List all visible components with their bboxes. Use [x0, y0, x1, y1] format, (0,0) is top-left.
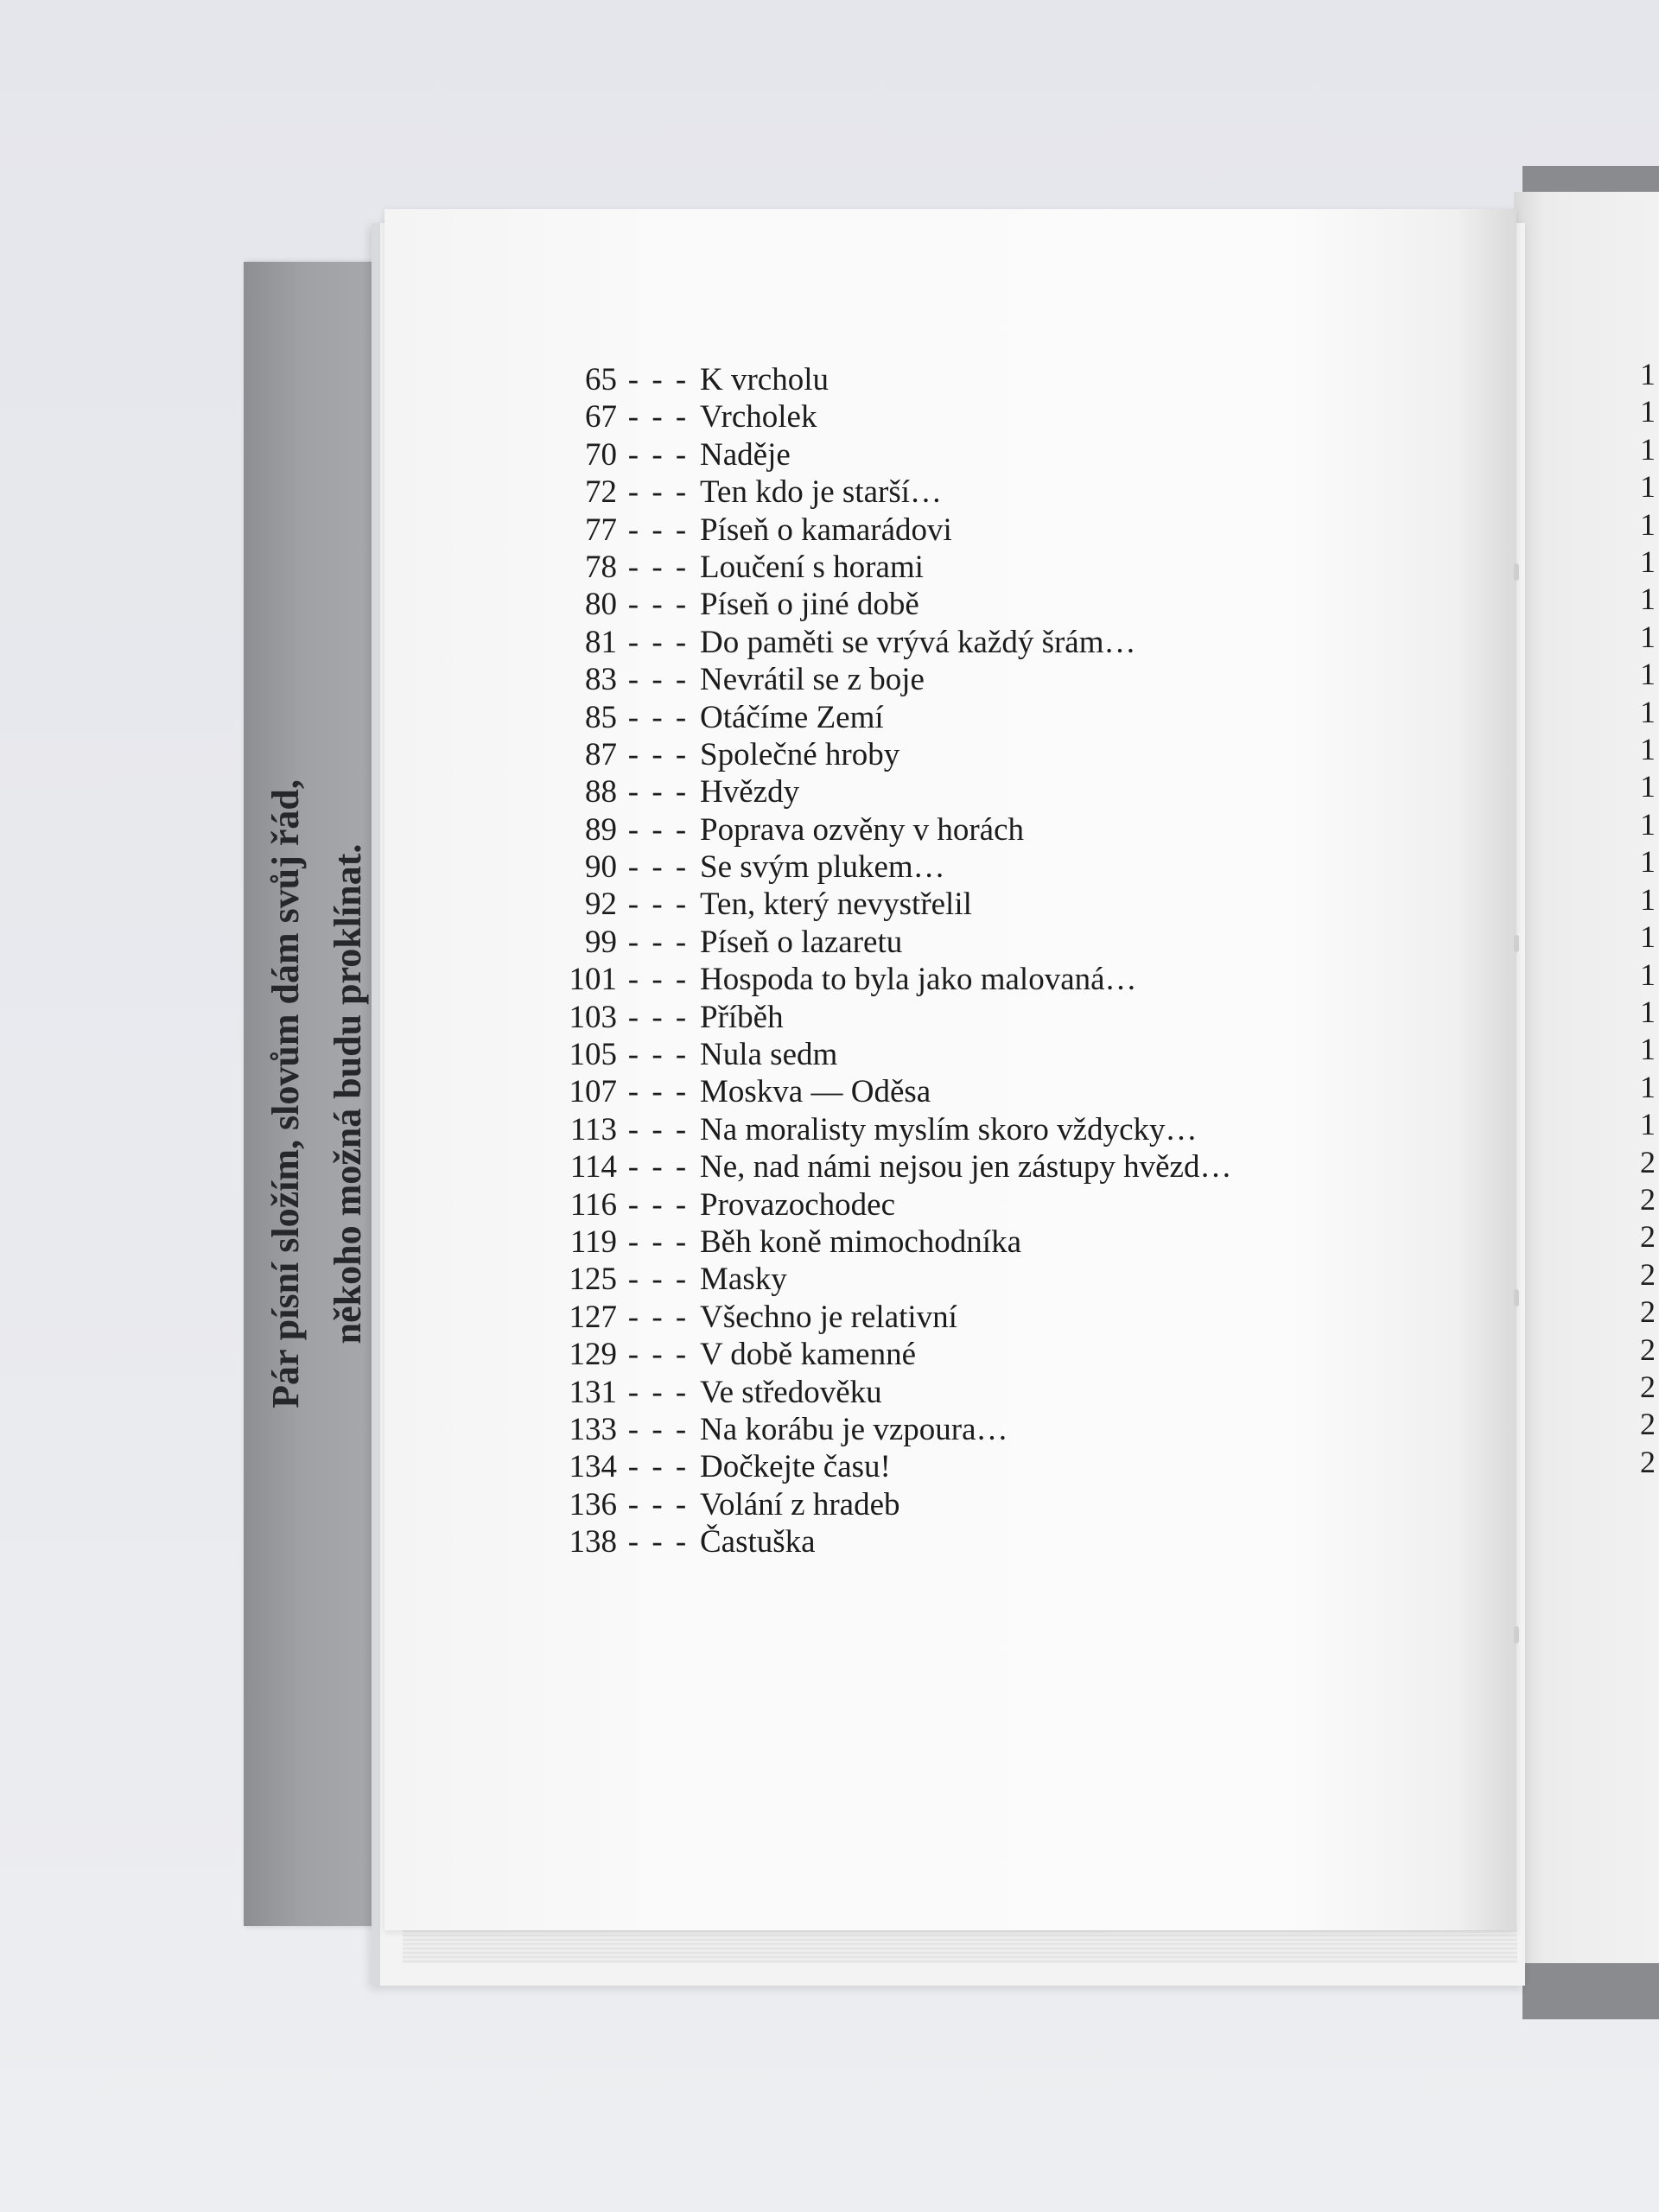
toc-entry — [544, 1523, 1391, 1560]
toc-separator: - - - — [627, 474, 690, 511]
toc-title: Na moralisty myslím skoro vždycky… — [700, 1111, 1198, 1147]
toc-title: Častuška — [700, 1524, 816, 1560]
toc-page-number: 90 — [585, 849, 617, 886]
toc-entry — [544, 1374, 1391, 1411]
spine-line-1: Pár písní složím, slovům dám svůj řád, — [264, 779, 307, 1408]
right-page-digit: 1 — [1640, 394, 1656, 429]
toc-title: Běh koně mimochodníka — [700, 1224, 1021, 1260]
toc-page-number: 77 — [585, 512, 617, 548]
toc-title: Naděje — [700, 436, 791, 473]
toc-entry — [544, 361, 1391, 398]
right-page-digit: 1 — [1640, 469, 1656, 505]
toc-page-number: 83 — [585, 662, 617, 698]
toc-page-number: 125 — [569, 1262, 617, 1298]
toc-page-number: 119 — [569, 1224, 617, 1260]
toc-page-number: 136 — [569, 1486, 617, 1522]
right-page-digit: 2 — [1640, 1407, 1656, 1442]
binding-stitch — [1514, 935, 1519, 952]
right-page-digit: 1 — [1640, 957, 1656, 992]
toc-title: Nula sedm — [700, 1037, 838, 1073]
toc-page-number: 129 — [569, 1337, 617, 1373]
toc-entry — [544, 773, 1391, 810]
toc-separator: - - - — [627, 1224, 690, 1260]
right-page-digit: 2 — [1640, 1294, 1656, 1330]
toc-separator: - - - — [627, 1299, 690, 1335]
right-page-digit: 2 — [1640, 1332, 1656, 1367]
toc-entry — [544, 1299, 1391, 1336]
toc-title: Poprava ozvěny v horách — [700, 811, 1025, 848]
toc-entry — [544, 1448, 1391, 1485]
toc-separator: - - - — [627, 362, 690, 397]
toc-title: Ten kdo je starší… — [700, 474, 942, 511]
right-page-digit: 1 — [1640, 694, 1656, 729]
toc-title: Provazochodec — [700, 1186, 896, 1223]
toc-page-number: 80 — [585, 587, 617, 623]
right-page-digit: 1 — [1640, 544, 1656, 580]
toc-title: Ten, který nevystřelil — [700, 887, 972, 923]
right-page-digit: 1 — [1640, 657, 1656, 692]
toc-title: Píseň o lazaretu — [700, 924, 903, 960]
toc-separator: - - - — [627, 436, 690, 473]
binding-stitch — [1514, 1626, 1519, 1643]
toc-page-number: 65 — [585, 362, 617, 397]
toc-entry — [544, 398, 1391, 435]
toc-entry — [544, 924, 1391, 961]
toc-separator: - - - — [627, 774, 690, 810]
toc-page-number: 107 — [569, 1074, 617, 1110]
right-page-digit: 2 — [1640, 1144, 1656, 1179]
toc-separator: - - - — [627, 1486, 690, 1522]
toc-title: Masky — [700, 1262, 787, 1298]
toc-separator: - - - — [627, 1524, 690, 1560]
toc-page-number: 87 — [585, 736, 617, 772]
toc-title: Hospoda to byla jako malovaná… — [700, 962, 1137, 998]
toc-entry — [544, 661, 1391, 698]
toc-entry — [544, 474, 1391, 511]
toc-page-number: 105 — [569, 1037, 617, 1073]
right-page-digit: 1 — [1640, 1032, 1656, 1067]
right-page-digit: 1 — [1640, 1107, 1656, 1142]
toc-title: Píseň o jiné době — [700, 587, 919, 623]
toc-separator: - - - — [627, 399, 690, 435]
toc-entry — [544, 699, 1391, 736]
toc-separator: - - - — [627, 1262, 690, 1298]
toc-separator: - - - — [627, 849, 690, 886]
binding-stitch — [1514, 1289, 1519, 1306]
page-stack-edge — [403, 1927, 1517, 1963]
toc-title: Příběh — [700, 999, 784, 1035]
toc-separator: - - - — [627, 1037, 690, 1073]
toc-entry — [544, 961, 1391, 998]
toc-separator: - - - — [627, 624, 690, 660]
toc-title: Moskva — Oděsa — [700, 1074, 931, 1110]
right-page-digit: 2 — [1640, 1219, 1656, 1255]
toc-title: Ve středověku — [700, 1374, 882, 1410]
toc-page-number: 89 — [585, 811, 617, 848]
toc-entry — [544, 624, 1391, 661]
toc-title: K vrcholu — [700, 362, 829, 397]
toc-title: Nevrátil se z boje — [700, 662, 925, 698]
toc-entry — [544, 586, 1391, 623]
toc-page-number: 72 — [585, 474, 617, 511]
toc-separator: - - - — [627, 811, 690, 848]
toc-title: Volání z hradeb — [700, 1486, 900, 1522]
toc-separator: - - - — [627, 999, 690, 1035]
toc-separator: - - - — [627, 699, 690, 735]
right-page-digit: 1 — [1640, 431, 1656, 467]
toc-entry — [544, 999, 1391, 1036]
toc-entry — [544, 1411, 1391, 1448]
toc-page-number: 114 — [569, 1149, 617, 1185]
toc-title: Ne, nad námi nejsou jen zástupy hvězd… — [700, 1149, 1232, 1185]
toc-page-number: 81 — [585, 624, 617, 660]
toc-entry — [544, 886, 1391, 923]
toc-page-number: 127 — [569, 1299, 617, 1335]
toc-page-number: 116 — [569, 1186, 617, 1223]
right-page-digit: 2 — [1640, 1369, 1656, 1404]
toc-separator: - - - — [627, 887, 690, 923]
toc-entry — [544, 549, 1391, 586]
toc-separator: - - - — [627, 924, 690, 960]
toc-page-number: 113 — [569, 1111, 617, 1147]
toc-separator: - - - — [627, 736, 690, 772]
table-of-contents — [544, 361, 1391, 1561]
toc-page-number: 131 — [569, 1374, 617, 1410]
toc-separator: - - - — [627, 1449, 690, 1485]
right-page-digit: 1 — [1640, 994, 1656, 1029]
toc-page-number: 133 — [569, 1411, 617, 1447]
toc-entry — [544, 1224, 1391, 1261]
toc-title: Do paměti se vrývá každý šrám… — [700, 624, 1136, 660]
toc-title: Loučení s horami — [700, 549, 924, 585]
right-page-digits — [1640, 356, 1659, 1481]
toc-page-number: 99 — [585, 924, 617, 960]
toc-entry — [544, 1186, 1391, 1224]
toc-separator: - - - — [627, 1411, 690, 1447]
toc-title: Dočkejte času! — [700, 1449, 891, 1485]
toc-entry — [544, 1336, 1391, 1373]
right-page-digit: 1 — [1640, 582, 1656, 617]
toc-entry — [544, 1148, 1391, 1185]
right-page-digit: 1 — [1640, 357, 1656, 391]
right-page-digit: 1 — [1640, 844, 1656, 880]
toc-entry — [544, 1111, 1391, 1148]
toc-entry — [544, 1486, 1391, 1523]
toc-separator: - - - — [627, 962, 690, 998]
right-page — [1514, 192, 1659, 1963]
toc-separator: - - - — [627, 662, 690, 698]
toc-entry — [544, 1261, 1391, 1298]
toc-page-number: 85 — [585, 699, 617, 735]
toc-entry — [544, 1073, 1391, 1110]
right-page-digit: 1 — [1640, 919, 1656, 955]
spine-text — [244, 262, 391, 1926]
toc-separator: - - - — [627, 1149, 690, 1185]
toc-page-number: 103 — [569, 999, 617, 1035]
toc-title: Píseň o kamarádovi — [700, 512, 952, 548]
toc-separator: - - - — [627, 1074, 690, 1110]
toc-page-number: 88 — [585, 774, 617, 810]
toc-title: Na korábu je vzpoura… — [700, 1411, 1008, 1447]
toc-separator: - - - — [627, 1111, 690, 1147]
toc-entry — [544, 512, 1391, 549]
toc-title: Se svým plukem… — [700, 849, 945, 886]
right-page-digit: 1 — [1640, 806, 1656, 842]
right-page-digit: 1 — [1640, 769, 1656, 804]
binding-stitch — [1514, 563, 1519, 581]
toc-title: Všechno je relativní — [700, 1299, 957, 1335]
toc-entry — [544, 811, 1391, 849]
toc-page-number: 92 — [585, 887, 617, 923]
spine-line-2: někoho možná budu proklínat. — [327, 843, 369, 1344]
right-page-digit: 1 — [1640, 881, 1656, 917]
toc-entry — [544, 1036, 1391, 1073]
toc-entry — [544, 736, 1391, 773]
toc-title: Vrcholek — [700, 399, 817, 435]
toc-separator: - - - — [627, 1337, 690, 1373]
right-page-digit: 2 — [1640, 1181, 1656, 1217]
toc-title: Hvězdy — [700, 774, 800, 810]
toc-page-number: 138 — [569, 1524, 617, 1560]
right-page-digit: 2 — [1640, 1256, 1656, 1292]
toc-title: Otáčíme Zemí — [700, 699, 884, 735]
toc-page-number: 101 — [569, 962, 617, 998]
toc-entry — [544, 436, 1391, 474]
toc-title: Společné hroby — [700, 736, 900, 772]
right-page-digit: 1 — [1640, 506, 1656, 542]
toc-page-number: 70 — [585, 436, 617, 473]
toc-separator: - - - — [627, 549, 690, 585]
toc-separator: - - - — [627, 1374, 690, 1410]
toc-page-number: 67 — [585, 399, 617, 435]
toc-entry — [544, 849, 1391, 886]
toc-title: V době kamenné — [700, 1337, 917, 1373]
toc-separator: - - - — [627, 1186, 690, 1223]
right-page-digit: 1 — [1640, 619, 1656, 654]
toc-page-number: 78 — [585, 549, 617, 585]
right-page-digit: 2 — [1640, 1444, 1656, 1479]
toc-page-number: 134 — [569, 1449, 617, 1485]
right-page-digit: 1 — [1640, 1069, 1656, 1104]
right-page-digit: 1 — [1640, 732, 1656, 767]
toc-separator: - - - — [627, 512, 690, 548]
toc-separator: - - - — [627, 587, 690, 623]
